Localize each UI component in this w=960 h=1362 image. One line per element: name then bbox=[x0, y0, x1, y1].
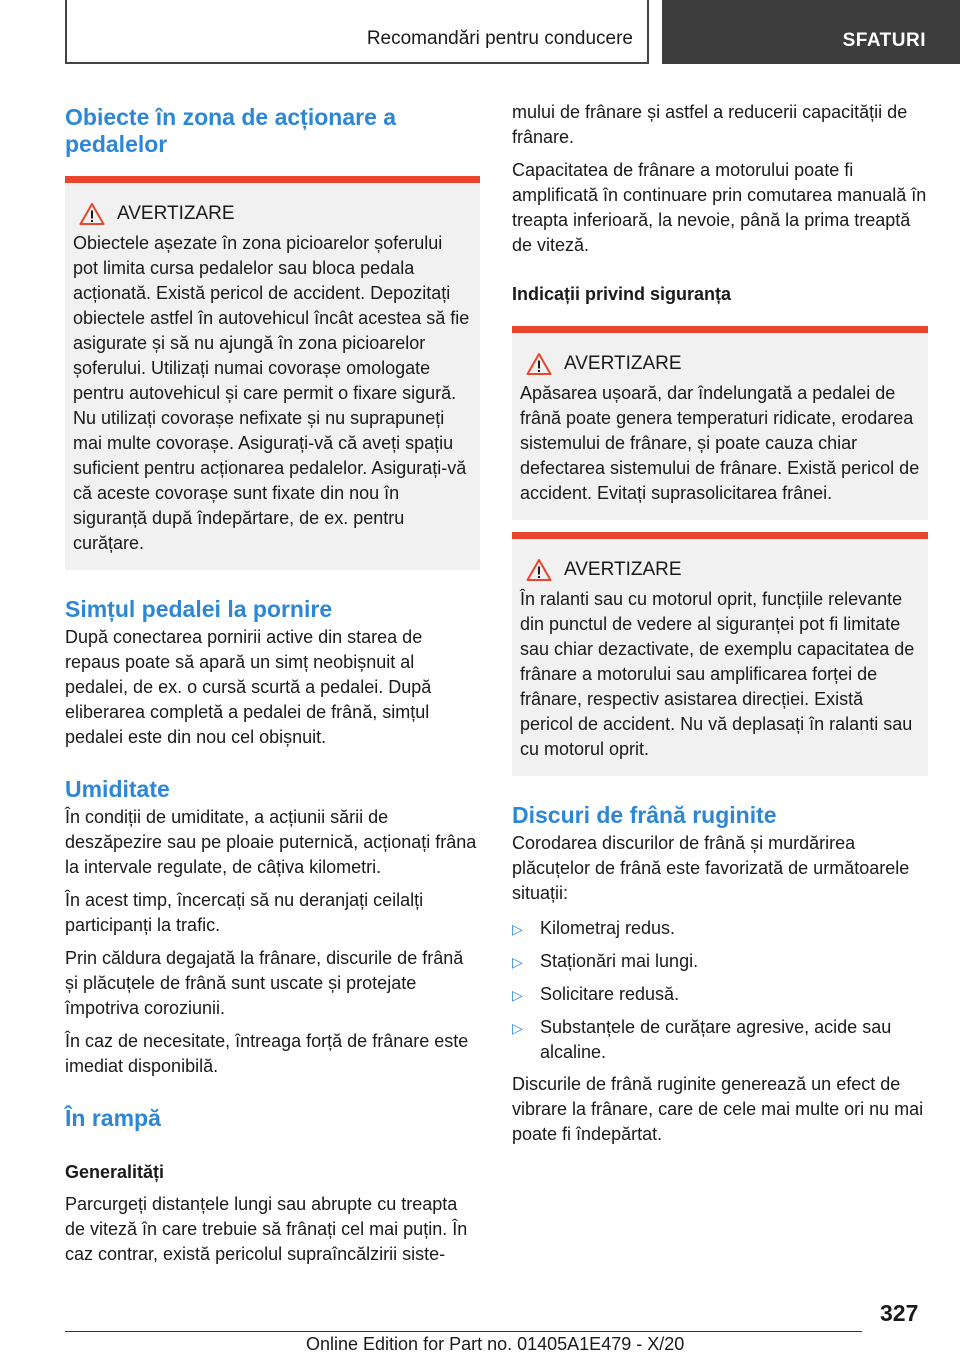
warning-box-idle bbox=[512, 532, 928, 776]
list-item bbox=[512, 916, 928, 942]
heading-rusty-discs: Discuri de frână ruginite bbox=[512, 802, 777, 828]
paragraph-humidity-3: Prin căldura degajată la frânare, discurile de frână și plăcuțele de frână sunt uscate și protejate împotriva coroziunii. bbox=[65, 948, 464, 1018]
paragraph-pedal-feel: După conectarea pornirii active din starea de repaus poate să apară un simț neobișnuit al pedalei, de ex. o cursă scurtă a pedalei. După eliberarea completă a pedalei de frână, simțul pedalei este din nou cel obișnuit. bbox=[65, 627, 432, 747]
chapter-title: SFATURI bbox=[842, 30, 926, 51]
paragraph-humidity-1: În condiții de umiditate, a acțiunii sării de deszăpezire sau pe ploaie puternică, acționați frâna la intervale regulate, de câțiva kilometri. bbox=[65, 807, 477, 877]
subheading-general: Generalități bbox=[65, 1162, 165, 1182]
heading-objects: Obiecte în zona de acționare a pedalelor bbox=[65, 104, 397, 157]
paragraph-engine-braking: Capacitatea de frânare a motorului poate fi amplificată în continuare prin comutarea manuală în treapta inferioară, la nevoie, până la prima treaptă de viteză. bbox=[512, 160, 927, 255]
triangle-bullet-icon: ▷ bbox=[512, 954, 523, 970]
footer-edition: Online Edition for Part no. 01405A1E479 - X/20 bbox=[306, 1334, 685, 1354]
warning-triangle-icon bbox=[526, 558, 552, 582]
page-number: 327 bbox=[880, 1300, 919, 1326]
subheading-safety: Indicații privind siguranța bbox=[512, 284, 732, 304]
list-item-text: Kilometraj redus. bbox=[540, 918, 676, 938]
paragraph-continued: mului de frânare și astfel a reducerii capacității de frânare. bbox=[512, 102, 908, 147]
footer-divider bbox=[65, 1331, 862, 1332]
section-title: Recomandări pentru conducere bbox=[366, 28, 633, 49]
list-item-text: Staționări mai lungi. bbox=[540, 951, 699, 971]
paragraph-humidity-2: În acest timp, încercați să nu deranjați ceilalți participanți la trafic. bbox=[65, 890, 424, 935]
list-item bbox=[512, 982, 928, 1008]
heading-humidity: Umiditate bbox=[65, 776, 170, 802]
right-column bbox=[512, 100, 928, 1147]
warning-title: AVERTIZARE bbox=[117, 203, 235, 224]
paragraph-humidity-4: În caz de necesitate, întreaga forță de frânare este imediat disponibilă. bbox=[65, 1031, 469, 1076]
list-item-text: Solicitare redusă. bbox=[540, 984, 680, 1004]
running-header-section bbox=[65, 0, 649, 64]
paragraph-rust-effect: Discurile de frână ruginite generează un efect de vibrare la frânare, care de cele mai multe ori nu mai poate fi îndepărtat. bbox=[512, 1074, 924, 1144]
paragraph-general: Parcurgeți distanțele lungi sau abrupte cu treapta de viteză în care trebuie să frânați cel mai puțin. În caz contrar, există pericolul supraîncălzirii siste- bbox=[65, 1194, 468, 1264]
left-column bbox=[65, 100, 480, 1267]
warning-text: În ralanti sau cu motorul oprit, funcțiile relevante din punctul de vedere al siguranței pot fi limitate sau chiar dezactivate, de exemplu capacitatea de frânare a motorului sau amplificarea forței de frânare, respectiv asistarea direcției. Există pericol de accident. Nu vă deplasați în ralanti sau cu motorul oprit. bbox=[520, 589, 915, 759]
triangle-bullet-icon: ▷ bbox=[512, 1020, 523, 1036]
bullet-list bbox=[512, 916, 928, 1065]
list-item bbox=[512, 1015, 928, 1065]
warning-box-objects bbox=[65, 176, 480, 570]
warning-header bbox=[526, 351, 920, 377]
warning-header bbox=[79, 201, 472, 227]
list-item-text: Substanțele de curățare agresive, acide sau alcaline. bbox=[540, 1017, 892, 1062]
list-item bbox=[512, 949, 928, 975]
warning-triangle-icon bbox=[79, 202, 105, 226]
paragraph-rust: Corodarea discurilor de frână și murdărirea plăcuțelor de frână este favorizată de următoarele situații: bbox=[512, 833, 910, 903]
heading-ramp: În rampă bbox=[65, 1105, 161, 1131]
warning-text: Obiectele așezate în zona picioarelor șoferului pot limita cursa pedalelor sau bloca pedala acționată. Există pericol de accident. Depozitați obiectele astfel în autovehicul încât acestea să fie asigurate și să nu ajungă în zona picioarelor șoferului. Utilizați numai covorașe omologate pentru autovehicul și care permit o fixare sigură. Nu utilizați covorașe nefixate și nu suprapuneți mai multe covorașe. Asigurați-vă că aveți spațiu suficient pentru acționarea pedalelor. Asigurați-vă că aceste covorașe sunt fixate din nou în siguranță după îndepărtare, de ex. pentru curățare. bbox=[73, 233, 470, 553]
warning-box-brake-overload bbox=[512, 326, 928, 520]
triangle-bullet-icon: ▷ bbox=[512, 987, 523, 1003]
running-header-chapter bbox=[662, 0, 960, 64]
warning-title: AVERTIZARE bbox=[564, 559, 682, 580]
heading-pedal-feel: Simțul pedalei la pornire bbox=[65, 596, 333, 622]
warning-triangle-icon bbox=[526, 352, 552, 376]
triangle-bullet-icon: ▷ bbox=[512, 921, 523, 937]
warning-text: Apăsarea ușoară, dar îndelungată a pedalei de frână poate genera temperaturi ridicate, erodarea sistemului de frânare, și poate cauza chiar defectarea sistemului de frânare. Există pericol de accident. Evitați suprasolicitarea frânei. bbox=[520, 383, 920, 503]
warning-header bbox=[526, 557, 920, 583]
warning-title: AVERTIZARE bbox=[564, 353, 682, 374]
